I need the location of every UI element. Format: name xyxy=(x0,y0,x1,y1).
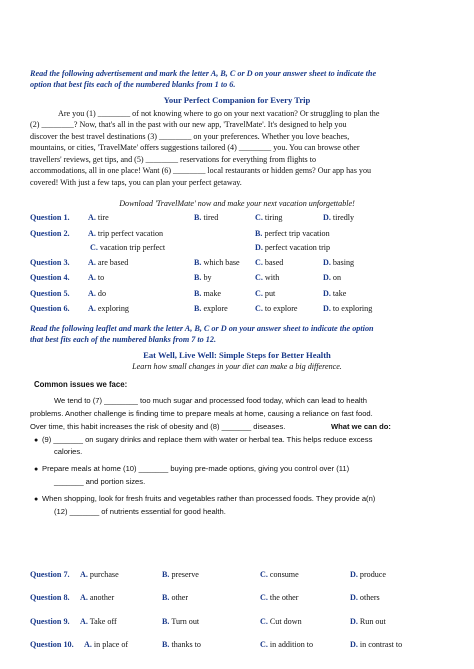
option-a[interactable]: A. in place of xyxy=(84,640,129,649)
question-label: Question 4. xyxy=(30,273,70,282)
option-a[interactable]: A. are based xyxy=(88,258,129,267)
option-a[interactable]: A. another xyxy=(80,593,115,602)
s1-line-5: travellers' reviews, get tips, and (5) ________ reservations for everything from flights to xyxy=(30,155,317,164)
option-c[interactable]: C. tiring xyxy=(255,213,283,222)
option-c[interactable]: C. the other xyxy=(260,593,299,602)
bullet-text: Prepare meals at home (10) _______ buying pre-made options, giving you control over (11) xyxy=(42,464,350,473)
option-a[interactable]: A. exploring xyxy=(88,304,129,313)
option-b[interactable]: B. thanks to xyxy=(162,640,201,649)
option-d[interactable]: D. perfect vacation trip xyxy=(255,243,331,252)
option-c[interactable]: C. with xyxy=(255,273,280,282)
option-a[interactable]: A. trip perfect vacation xyxy=(88,229,164,238)
option-a[interactable]: A. Take off xyxy=(80,617,117,626)
bullet-icon: ● xyxy=(34,436,39,444)
option-d[interactable]: D. Run out xyxy=(350,617,386,626)
option-b[interactable]: B. make xyxy=(194,289,221,298)
section1-instruction-line1: Read the following advertisement and mark the letter A, B, C or D on your answer sheet to indicate the xyxy=(30,69,377,78)
question-label: Question 9. xyxy=(30,617,70,626)
s1-line-3: discover the best travel destinations (3) ________ on your preferences. Whether you love beaches, xyxy=(30,132,350,141)
option-a[interactable]: A. to xyxy=(88,273,105,282)
question-label: Question 3. xyxy=(30,258,70,267)
section2-title: Eat Well, Live Well: Simple Steps for Better Health xyxy=(143,350,331,360)
s1-line-4: mountains, or cities, 'TravelMate' offers suggestions tailored (4) ________ you. You can browse other xyxy=(30,143,360,152)
what-we-can-do-heading: What we can do: xyxy=(331,422,391,431)
option-b[interactable]: B. Turn out xyxy=(162,617,200,626)
s1-line-2: (2) ________? Now, that's all in the past with our new app, 'TravelMate'. It's designed to help you xyxy=(30,120,347,129)
question-label: Question 2. xyxy=(30,229,70,238)
option-b[interactable]: B. other xyxy=(162,593,189,602)
option-b[interactable]: B. which base xyxy=(194,258,240,267)
section1-instruction-line2: option that best fits each of the numbered blanks from 1 to 6. xyxy=(30,80,236,89)
common-issues-heading: Common issues we face: xyxy=(34,380,128,389)
s1-line-7: covered! With just a few taps, you can plan your perfect getaway. xyxy=(30,178,242,187)
option-c[interactable]: C. based xyxy=(255,258,284,267)
option-c[interactable]: C. Cut down xyxy=(260,617,302,626)
option-c[interactable]: C. in addition to xyxy=(260,640,314,649)
option-d[interactable]: D. tiredly xyxy=(323,213,355,222)
option-d[interactable]: D. to exploring xyxy=(323,304,373,313)
s1-line-6: accommodations, all in one place! Want (6) ________ local restaurants or hidden gems? Our app has you xyxy=(30,166,372,175)
question-label: Question 8. xyxy=(30,593,70,602)
s1-closing: Download 'TravelMate' now and make your next vacation unforgettable! xyxy=(119,199,355,208)
section1-title: Your Perfect Companion for Every Trip xyxy=(163,95,311,105)
option-c[interactable]: C. consume xyxy=(260,570,299,579)
bullet-text-cont: _______ and portion sizes. xyxy=(54,477,146,486)
option-c[interactable]: C. put xyxy=(255,289,276,298)
option-b[interactable]: B. tired xyxy=(194,213,219,222)
option-c[interactable]: C. vacation trip perfect xyxy=(90,243,166,252)
option-b[interactable]: B. explore xyxy=(194,304,228,313)
question-label: Question 7. xyxy=(30,570,70,579)
option-d[interactable]: D. take xyxy=(323,289,347,298)
bullet-icon: ● xyxy=(34,495,39,503)
section2-instruction-line1: Read the following leaflet and mark the letter A, B, C or D on your answer sheet to indicate the option xyxy=(30,324,374,333)
option-b[interactable]: B. by xyxy=(194,273,212,282)
option-d[interactable]: D. on xyxy=(323,273,341,282)
bullet-text-cont: calories. xyxy=(54,447,83,456)
option-a[interactable]: A. tire xyxy=(88,213,109,222)
option-d[interactable]: D. basing xyxy=(323,258,355,267)
s2-line-3: Over time, this habit increases the risk of obesity and (8) _______ diseases. xyxy=(30,422,286,431)
option-d[interactable]: D. produce xyxy=(350,570,386,579)
s2-line-2: problems. Another challenge is finding time to prepare meals at home, causing a reliance on fast food. xyxy=(30,409,373,418)
option-d[interactable]: D. others xyxy=(350,593,380,602)
option-a[interactable]: A. do xyxy=(88,289,106,298)
bullet-text: When shopping, look for fresh fruits and vegetables rather than processed foods. They provide a(n) xyxy=(42,494,376,503)
bullet-icon: ● xyxy=(34,465,39,473)
option-b[interactable]: B. preserve xyxy=(162,570,199,579)
question-label: Question 1. xyxy=(30,213,70,222)
bullet-text: (9) _______ on sugary drinks and replace them with water or herbal tea. This helps reduce excess xyxy=(42,435,373,444)
bullet-text-cont: (12) _______ of nutrients essential for good health. xyxy=(54,507,226,516)
question-label: Question 5. xyxy=(30,289,70,298)
option-c[interactable]: C. to explore xyxy=(255,304,298,313)
option-b[interactable]: B. perfect trip vacation xyxy=(255,229,330,238)
option-a[interactable]: A. purchase xyxy=(80,570,119,579)
question-label: Question 10. xyxy=(30,640,74,649)
question-label: Question 6. xyxy=(30,304,70,313)
s2-line-1: We tend to (7) ________ too much sugar and processed food today, which can lead to health xyxy=(54,396,367,405)
section2-subtitle: Learn how small changes in your diet can make a big difference. xyxy=(132,362,342,371)
section2-instruction-line2: that best fits each of the numbered blanks from 7 to 12. xyxy=(30,335,217,344)
option-d[interactable]: D. in contrast to xyxy=(350,640,403,649)
s1-line-1: Are you (1) ________ of not knowing where to go on your next vacation? Or struggling to plan the xyxy=(58,109,380,118)
